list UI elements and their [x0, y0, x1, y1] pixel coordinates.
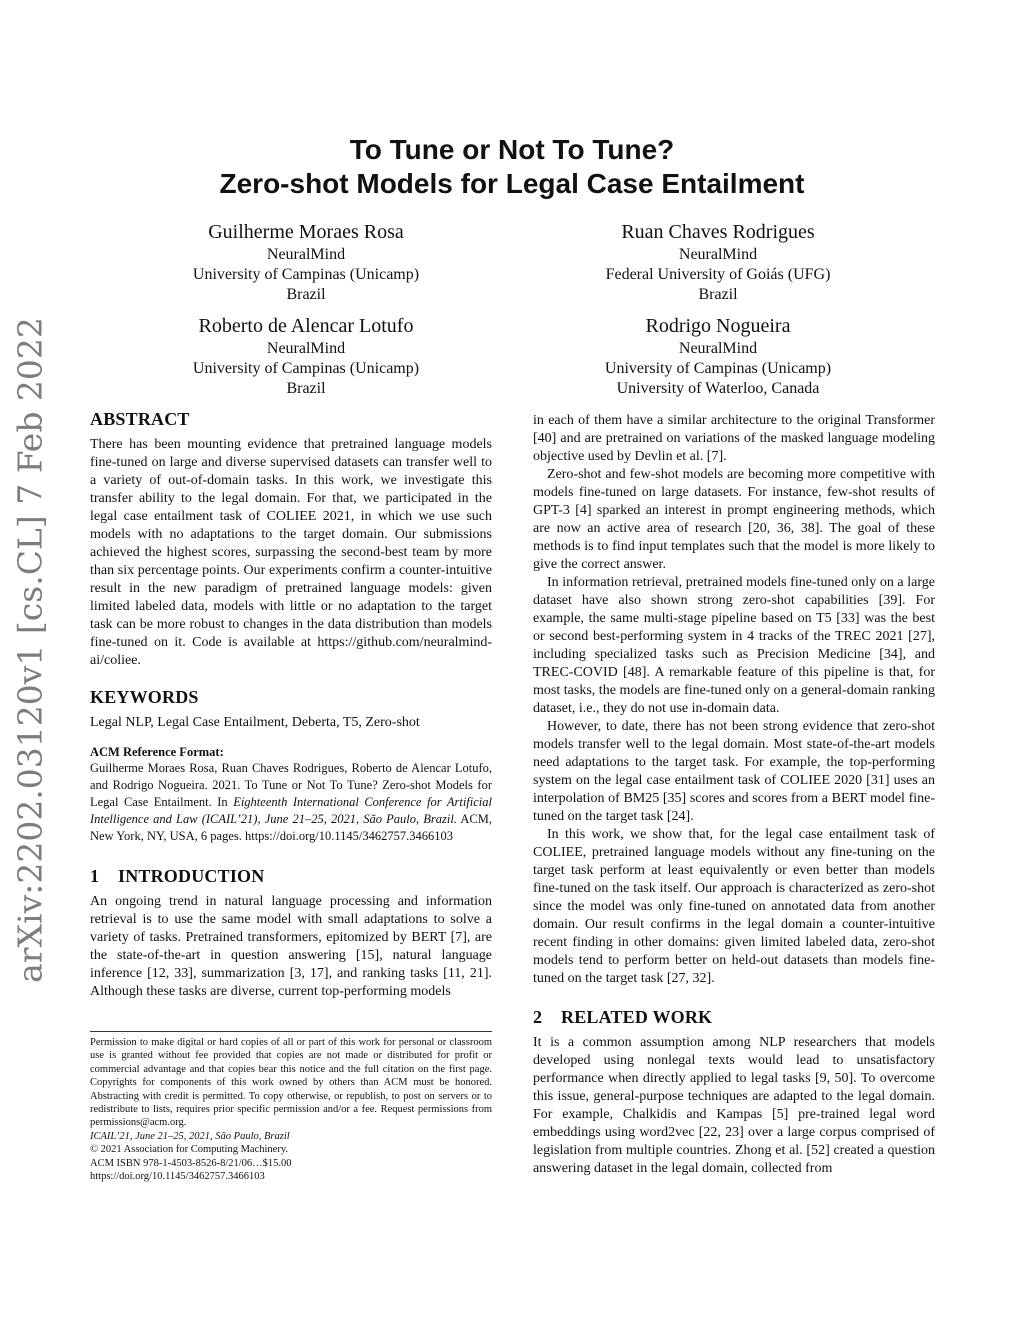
author-affiliation: NeuralMind — [678, 246, 758, 263]
author-affiliation: University of Campinas (Unicamp) — [192, 360, 420, 377]
author-affiliation: Brazil — [286, 286, 326, 303]
introduction-paragraph-4: In information retrieval, pretrained models fine-tuned only on a large dataset have also shown strong zero-shot capabilities [39]. For example, the same multi-stage pipeline based on T5 [33] was the best or second best-performing system in 4 tracks of the TREC 2021 [27], including specialized tasks such as Precision Medicine [34], and TREC-COVID [48]. A remarkable feature of this pipeline is that, for most tasks, the models are fine-tuned only on a general-domain ranking dataset, i.e., they do not use in-domain data. — [533, 575, 935, 716]
abstract-text: There has been mounting evidence that pretrained language models fine-tuned on large and diverse supervised datasets can transfer well to a variety of out-of-domain tasks. In this work, we investigate this transfer ability to the legal domain. For that, we participated in the legal case entailment task of COLIEE 2021, in which we use such models with no adaptations to the target domain. Our submissions achieved the highest scores, surpassing the second-best team by more than six percentage points. Our experiments confirm a counter-intuitive result in the new paradigm of pretrained language models: given limited labeled data, models with little or no adaptation to the target task can be more robust to changes in the data distribution than models fine-tuned on it. Code is available at https://github.com/neuralmind-ai/coliee. — [90, 437, 492, 668]
author-name: Ruan Chaves Rodrigues — [621, 221, 815, 243]
acm-reference-text — [90, 760, 492, 845]
introduction-paragraph-2: in each of them have a similar architecture to the original Transformer [40] and are pretrained on variations of the masked language modeling objective used by Devlin et al. [7]. — [533, 413, 935, 464]
footnote-isbn: ACM ISBN 978-1-4503-8526-8/21/06…$15.00 — [90, 1157, 292, 1169]
author-affiliation: Brazil — [698, 286, 738, 303]
author-affiliation: Brazil — [286, 380, 326, 397]
footnote-divider — [90, 1031, 492, 1032]
section-number: 1 — [90, 866, 100, 886]
author-affiliation: NeuralMind — [266, 246, 346, 263]
footnote-venue-text: ICAIL’21, June 21–25, 2021, São Paulo, Brazil — [90, 1130, 290, 1142]
author-affiliation: University of Campinas (Unicamp) — [192, 266, 420, 283]
introduction-paragraph-3: Zero-shot and few-shot models are becoming more competitive with models fine-tuned on large datasets. For instance, few-shot results of GPT-3 [4] sparked an interest in prompt engineering methods, which are now an active area of research [20, 36, 38]. The goal of these methods is to find input templates such that the model is more likely to give the correct answer. — [533, 467, 935, 572]
title-line-1: To Tune or Not To Tune? — [349, 134, 675, 165]
related-work-heading — [533, 1006, 935, 1028]
permission-notice: Permission to make digital or hard copies of all or part of this work for personal or classroom use is granted without fee provided that copies are not made or distributed for profit or commercial advantage and that copies bear this notice and the full citation on the first page. Copyrights for components of this work owned by others than ACM must be honored. Abstracting with credit is permitted. To copy otherwise, or republish, to post on servers or to redistribute to lists, requires prior specific permission and/or a fee. Request permissions from permissions@acm.org. — [90, 1037, 492, 1129]
right-column — [533, 412, 935, 1178]
footnote-copyright: © 2021 Association for Computing Machinery. — [90, 1144, 289, 1156]
arxiv-identifier: arXiv:2202.03120v1 [cs.CL] 7 Feb 2022 — [10, 317, 50, 983]
abstract-heading: ABSTRACT — [90, 409, 190, 429]
acm-reference-part1: Guilherme Moraes Rosa, Ruan Chaves Rodrigues, Roberto de Alencar Lotufo, and Rodrigo Nogueira. 2021. To Tune or Not To Tune? Zero-shot Models for Legal Case Entailment. In — [90, 761, 492, 809]
introduction-paragraph-1: An ongoing trend in natural language processing and information retrieval is to use the same model with small adaptations to solve a variety of tasks. Pretrained transformers, epitomized by BERT [7], are the state-of-the-art in question answering [15], natural language inference [12, 33], summarization [3, 17], and ranking tasks [11, 21]. Although these tasks are diverse, current top-performing models — [90, 894, 492, 999]
copyright-footnote — [90, 1036, 492, 1183]
paper-title — [0, 133, 1024, 201]
section-title: RELATED WORK — [561, 1007, 713, 1027]
acm-reference-heading: ACM Reference Format: — [90, 745, 224, 759]
related-work-paragraph: It is a common assumption among NLP researchers that models developed using nonlegal texts would lead to unsatisfactory performance when directly applied to legal tasks [9, 50]. To overcome this issue, general-purpose techniques are adapted to the legal domain. For example, Chalkidis and Kampas [5] pre-trained legal word embeddings using word2vec [22, 23] over a large corpus comprised of legislation from multiple countries. Zhong et al. [52] created a question answering dataset in the legal domain, collected from — [533, 1035, 935, 1176]
acm-reference-part2: ACM, New York, NY, USA, 6 pages. https://doi.org/10.1145/3462757.3466103 — [90, 812, 492, 843]
arxiv-stamp — [10, 317, 50, 983]
author-block-3 — [146, 313, 466, 399]
author-name: Rodrigo Nogueira — [645, 315, 791, 337]
author-name: Roberto de Alencar Lotufo — [198, 315, 414, 337]
footnote-doi: https://doi.org/10.1145/3462757.3466103 — [90, 1171, 265, 1183]
author-affiliation: NeuralMind — [266, 340, 346, 357]
acm-reference-venue: Eighteenth International Conference for Artificial Intelligence and Law (ICAIL’21), June 21–25, 2021, São Paulo, Brazil. — [90, 795, 492, 826]
keywords-heading: KEYWORDS — [90, 687, 199, 707]
author-block-2 — [558, 219, 878, 305]
author-affiliation: NeuralMind — [678, 340, 758, 357]
section-number: 2 — [533, 1007, 543, 1027]
keywords-text: Legal NLP, Legal Case Entailment, Deberta, T5, Zero-shot — [90, 715, 420, 730]
author-affiliation: Federal University of Goiás (UFG) — [605, 266, 831, 283]
footnote-venue — [90, 1130, 492, 1143]
title-line-2: Zero-shot Models for Legal Case Entailment — [219, 168, 805, 199]
introduction-paragraph-6: In this work, we show that, for the legal case entailment task of COLIEE, pretrained language models without any fine-tuning on the target task perform at least equivalently or even better than models fine-tuned on the task itself. Our approach is characterized as zero-shot since the model was only fine-tuned on annotated data from another domain. Our result confirms in the legal domain a counter-intuitive recent finding in other domains: given limited labeled data, zero-shot models tend to perform better on held-out datasets than models fine-tuned on the target task [27, 32]. — [533, 827, 935, 986]
introduction-heading — [90, 865, 492, 887]
author-block-1 — [146, 219, 466, 305]
author-block-4 — [558, 313, 878, 399]
author-name: Guilherme Moraes Rosa — [208, 221, 404, 243]
section-title: INTRODUCTION — [118, 866, 265, 886]
introduction-paragraph-5: However, to date, there has not been strong evidence that zero-shot models transfer well to the legal domain. Most state-of-the-art models need adaptations to the target task. For example, the top-performing system on the legal case entailment task of COLIEE 2020 [31] uses an interpolation of BM25 [35] scores and scores from a BERT model fine-tuned on the target task [24]. — [533, 719, 935, 824]
left-column — [90, 408, 492, 1001]
author-affiliation: University of Waterloo, Canada — [616, 380, 820, 397]
author-affiliation: University of Campinas (Unicamp) — [604, 360, 832, 377]
